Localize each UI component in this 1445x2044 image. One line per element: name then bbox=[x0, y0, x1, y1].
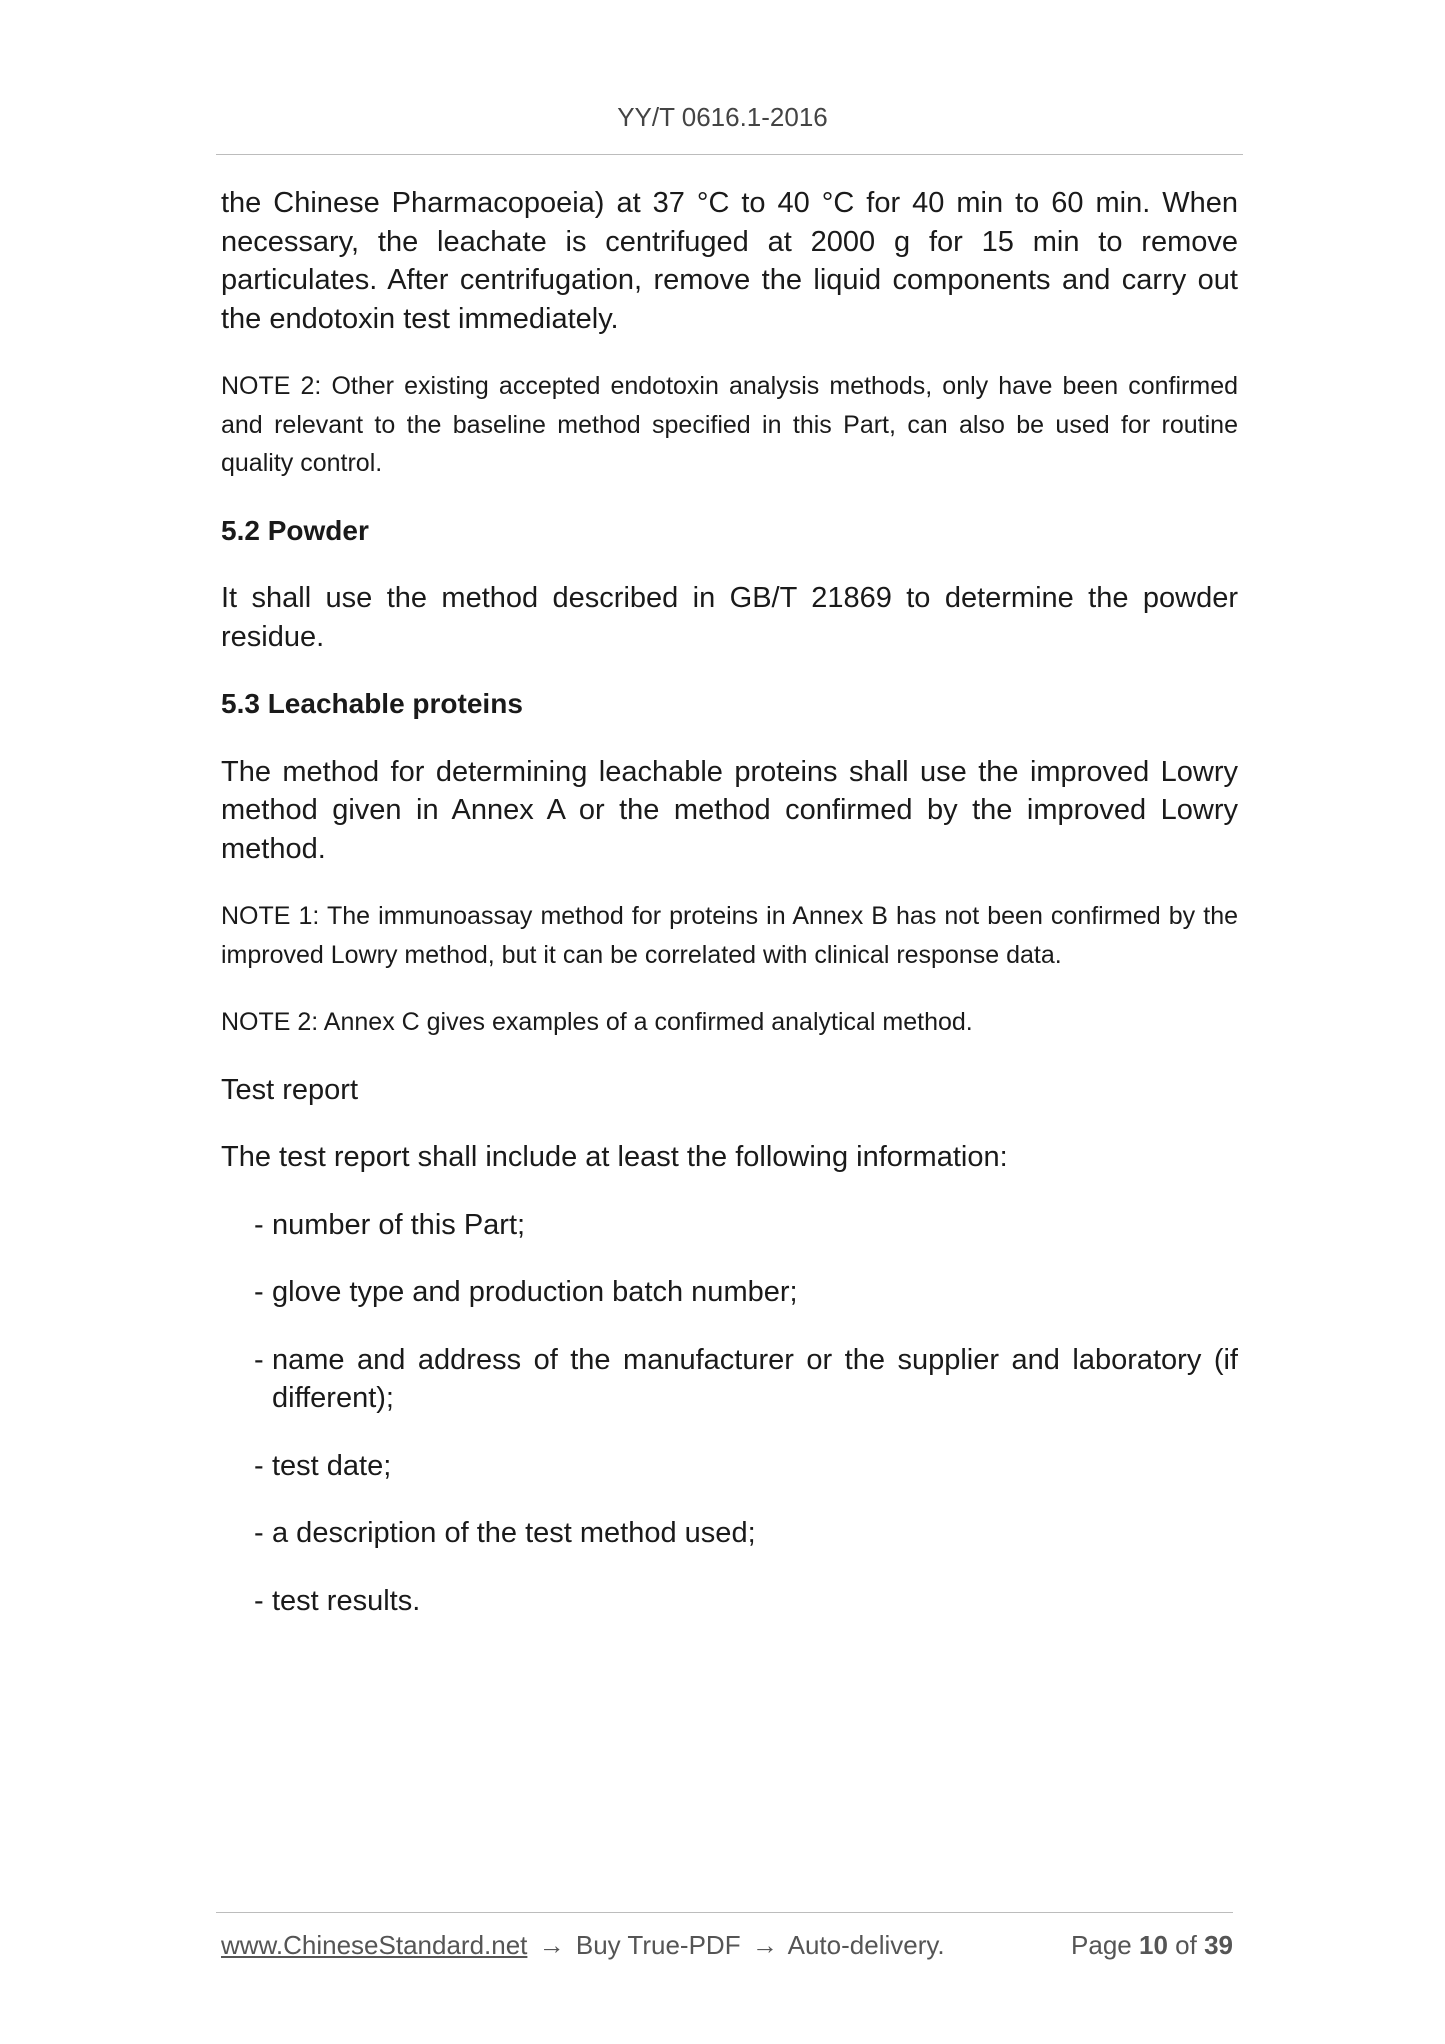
note-endotoxin-methods: NOTE 2: Other existing accepted endotoxin analysis methods, only have been confirmed and relevant to the baseline method specified in this Part, can also be used for routine quality control. bbox=[221, 372, 1238, 477]
note-annex-c: NOTE 2: Annex C gives examples of a confirmed analytical method. bbox=[221, 1008, 973, 1036]
arrow-right-icon: → bbox=[538, 1930, 565, 1960]
section-heading-powder: 5.2 Powder bbox=[221, 514, 369, 546]
page-footer bbox=[221, 1930, 1233, 1961]
list-item-text: test date; bbox=[272, 1449, 392, 1482]
test-report-list bbox=[221, 1206, 1238, 1621]
auto-delivery-text: Auto-delivery. bbox=[787, 1930, 945, 1960]
list-item-text: name and address of the manufacturer or the supplier and laboratory (if different); bbox=[272, 1343, 1238, 1414]
paragraph-test-report: The test report shall include at least the following information: bbox=[221, 1141, 1008, 1173]
list-item-text: number of this Part; bbox=[272, 1208, 526, 1241]
list-item bbox=[221, 1341, 1238, 1418]
page-of-label: of bbox=[1175, 1930, 1197, 1960]
list-item bbox=[221, 1273, 1238, 1312]
chinesestandard-link[interactable]: www.ChineseStandard.net bbox=[221, 1930, 528, 1960]
list-item bbox=[221, 1447, 1238, 1486]
buy-true-pdf-text: Buy True-PDF bbox=[575, 1930, 741, 1960]
page-content bbox=[221, 184, 1238, 1649]
list-item bbox=[221, 1582, 1238, 1621]
list-item-text: glove type and production batch number; bbox=[272, 1276, 798, 1308]
heading-test-report: Test report bbox=[221, 1073, 358, 1106]
list-dash: - bbox=[254, 1343, 264, 1376]
paragraph-leachable-proteins: The method for determining leachable proteins shall use the improved Lowry method given in Annex A or the method confirmed by the improved Lowry method. bbox=[221, 755, 1238, 865]
list-item-text: test results. bbox=[272, 1584, 421, 1617]
list-dash: - bbox=[254, 1208, 264, 1241]
paragraph-continuation: the Chinese Pharmacopoeia) at 37 °C to 40 °C for 40 min to 60 min. When necessary, the leachate is centrifuged at 2000 g for 15 min to remove particulates. After centrifugation, remove the liquid components and carry out the endotoxin test immediately. bbox=[221, 187, 1238, 335]
list-item-text: a description of the test method used; bbox=[272, 1517, 756, 1549]
section-heading-leachable-proteins: 5.3 Leachable proteins bbox=[221, 688, 523, 719]
paragraph-powder: It shall use the method described in GB/T 21869 to determine the powder residue. bbox=[221, 582, 1238, 653]
page-number bbox=[1071, 1930, 1233, 1961]
document-code-header: YY/T 0616.1-2016 bbox=[617, 102, 828, 132]
list-item bbox=[221, 1514, 1238, 1553]
list-dash: - bbox=[254, 1517, 264, 1549]
page-current: 10 bbox=[1139, 1930, 1168, 1960]
list-dash: - bbox=[254, 1276, 264, 1308]
list-item bbox=[221, 1206, 1238, 1245]
note-immunoassay: NOTE 1: The immunoassay method for proteins in Annex B has not been confirmed by the improved Lowry method, but it can be correlated with clinical response data. bbox=[221, 902, 1238, 969]
arrow-right-icon: → bbox=[751, 1930, 778, 1960]
header-divider bbox=[216, 154, 1243, 155]
list-dash: - bbox=[254, 1584, 264, 1617]
footer-divider bbox=[216, 1912, 1233, 1913]
list-dash: - bbox=[254, 1449, 264, 1482]
page-label: Page bbox=[1071, 1930, 1132, 1960]
page-total: 39 bbox=[1204, 1930, 1233, 1960]
